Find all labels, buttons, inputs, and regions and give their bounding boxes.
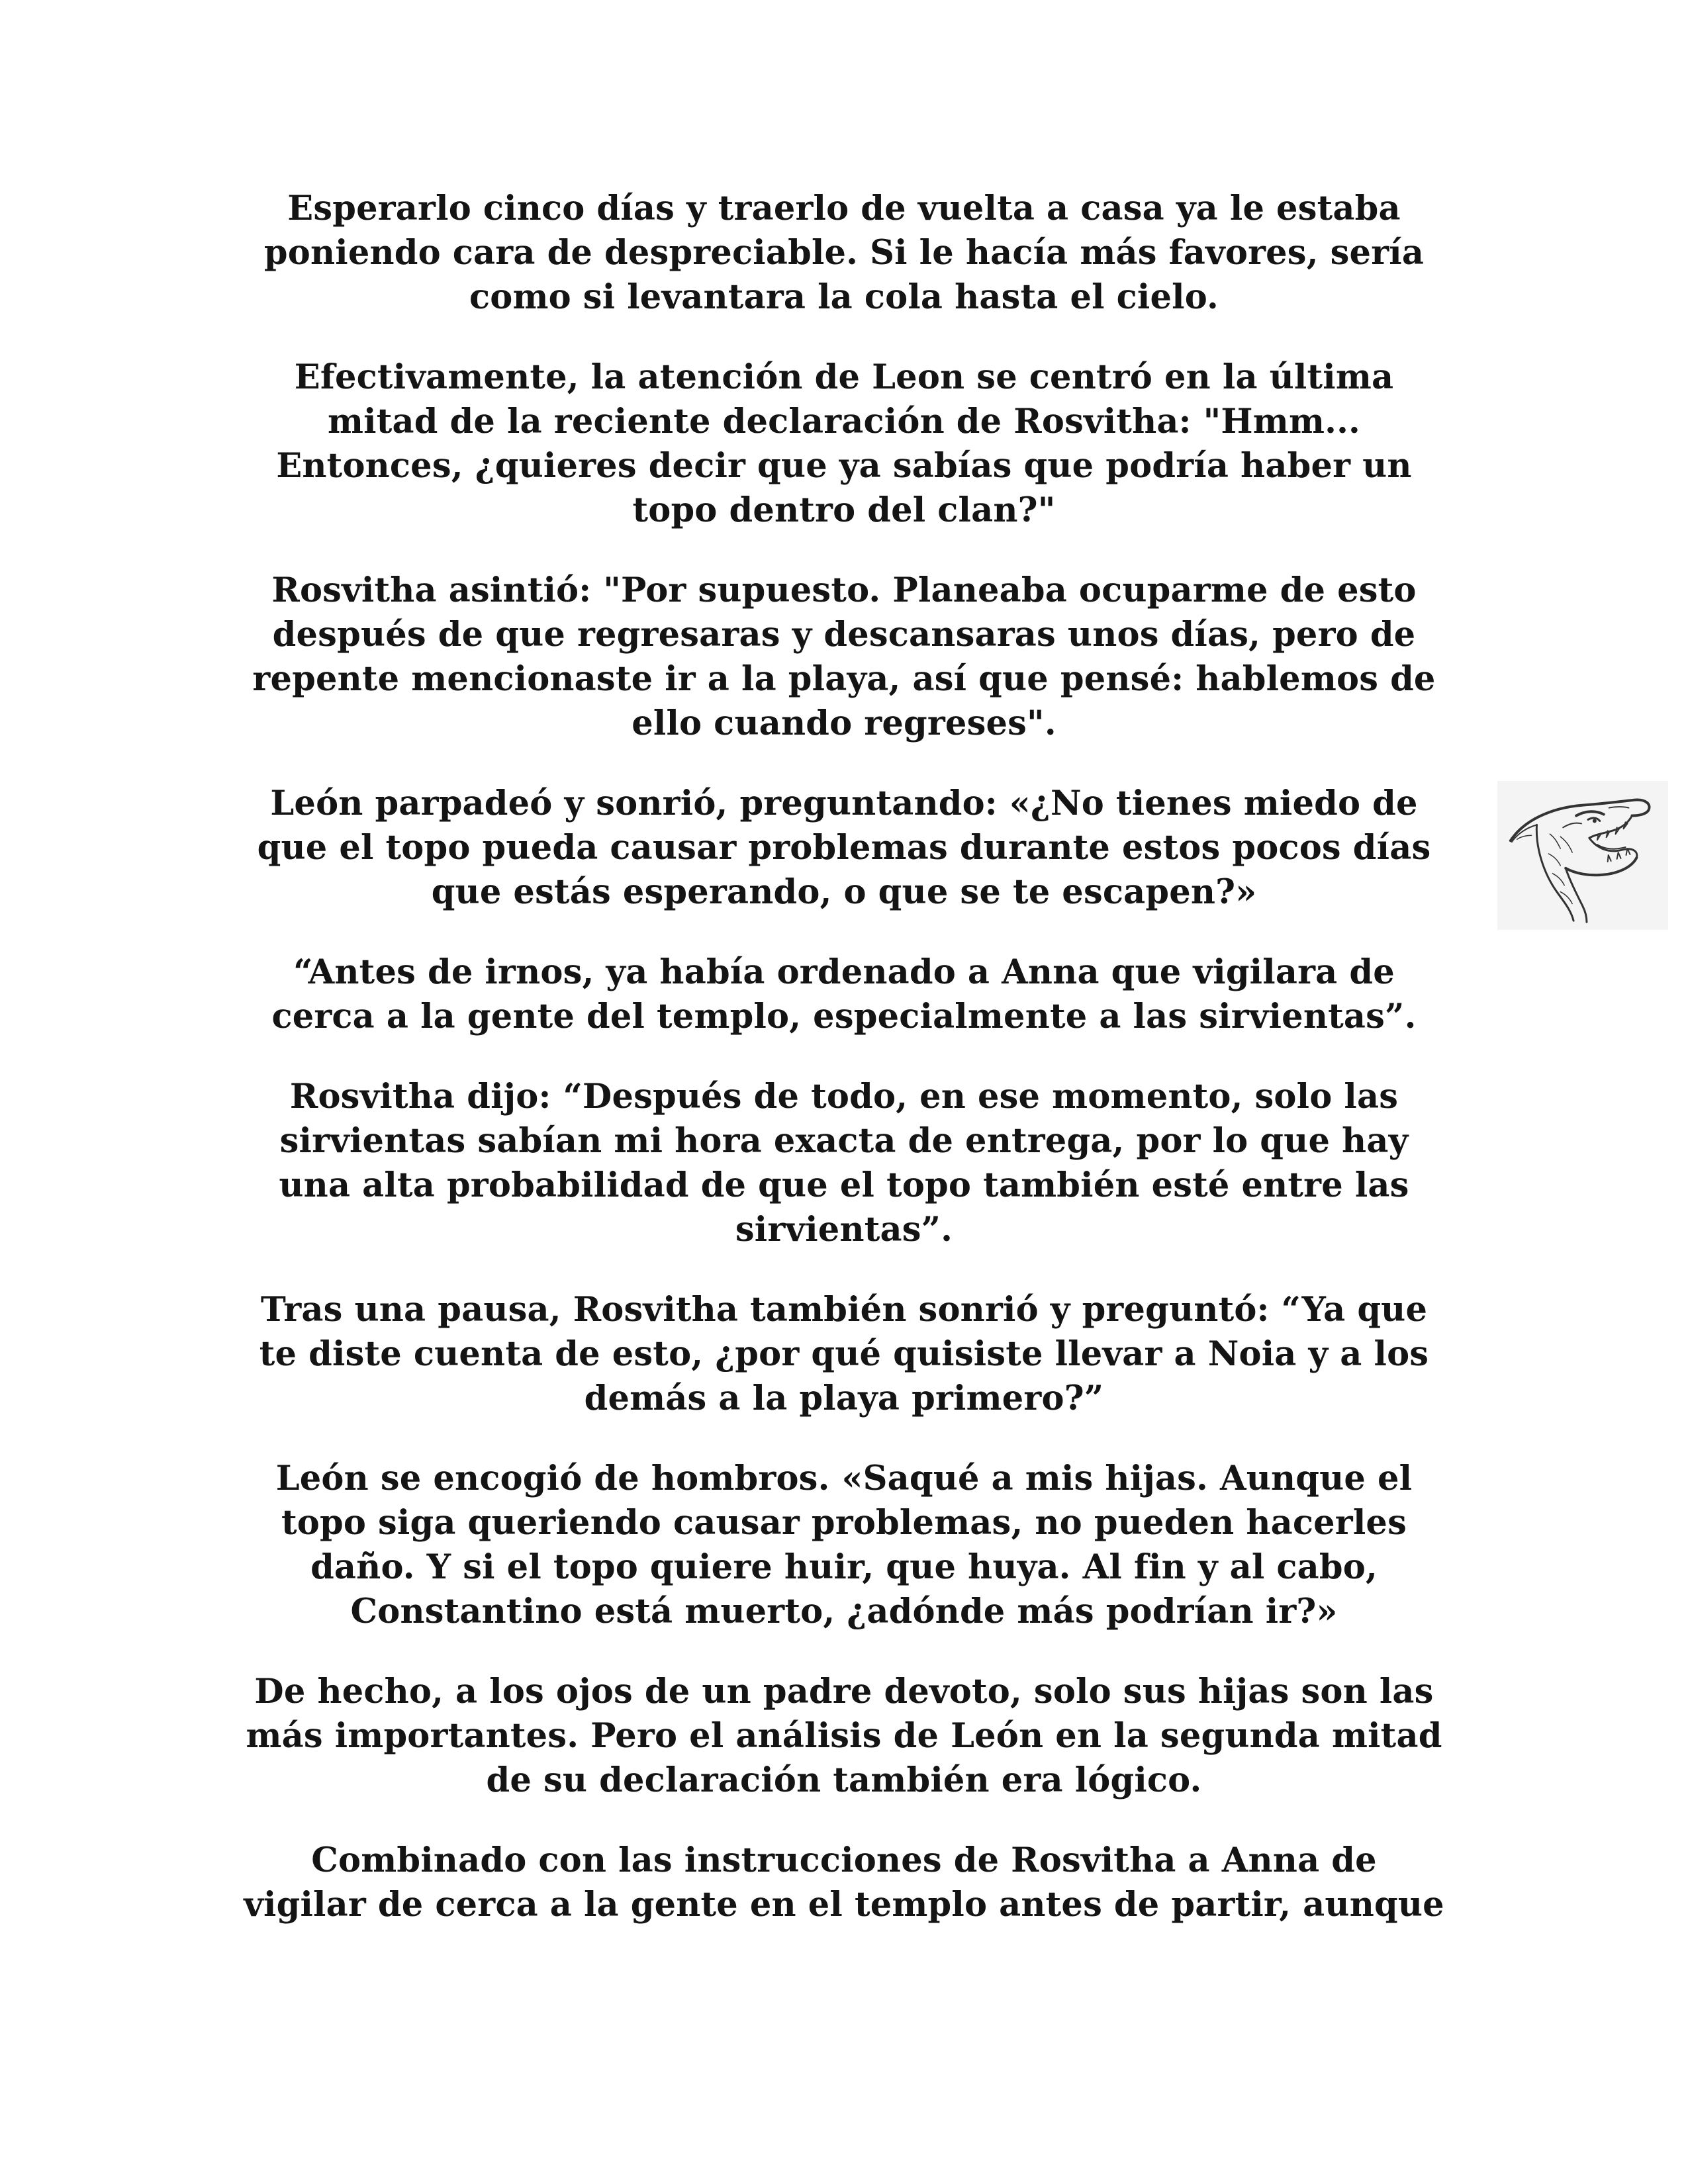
text-line: repente mencionaste ir a la playa, así que pensé: hablemos de bbox=[252, 659, 1436, 699]
text-line: que el topo pueda causar problemas durante estos pocos días bbox=[257, 828, 1431, 868]
text-line: te diste cuenta de esto, ¿por qué quisiste llevar a Noia y a los bbox=[259, 1334, 1429, 1374]
text-line: Combinado con las instrucciones de Rosvitha a Anna de bbox=[311, 1841, 1377, 1880]
dinosaur-head-sketch-icon bbox=[1497, 781, 1668, 930]
paragraph bbox=[238, 1457, 1450, 1634]
paragraph bbox=[238, 782, 1450, 915]
text-line: Entonces, ¿quieres decir que ya sabías que podría haber un bbox=[276, 446, 1412, 486]
text-line: Tras una pausa, Rosvitha también sonrió y preguntó: “Ya que bbox=[260, 1290, 1428, 1330]
text-line: vigilar de cerca a la gente en el templo antes de partir, aunque bbox=[244, 1885, 1444, 1925]
text-line: demás a la playa primero?” bbox=[584, 1379, 1104, 1418]
body-text bbox=[238, 187, 1450, 1963]
text-line: topo siga queriendo causar problemas, no pueden hacerles bbox=[281, 1503, 1407, 1543]
text-line: que estás esperando, o que se te escapen?» bbox=[431, 872, 1257, 912]
paragraph bbox=[238, 355, 1450, 533]
paragraph bbox=[238, 1075, 1450, 1252]
paragraph bbox=[238, 187, 1450, 320]
text-line: mitad de la reciente declaración de Rosvitha: "Hmm... bbox=[328, 402, 1360, 441]
text-line: después de que regresaras y descansaras unos días, pero de bbox=[272, 615, 1416, 655]
text-line: “Antes de irnos, ya había ordenado a Anna que vigilara de bbox=[293, 952, 1395, 992]
text-line: como si levantara la cola hasta el cielo. bbox=[469, 277, 1219, 317]
text-line: León se encogió de hombros. «Saqué a mis hijas. Aunque el bbox=[275, 1459, 1413, 1498]
text-line: ello cuando regreses". bbox=[632, 704, 1056, 743]
text-line: Efectivamente, la atención de Leon se centró en la última bbox=[294, 357, 1394, 397]
text-line: Rosvitha dijo: “Después de todo, en ese momento, solo las bbox=[289, 1077, 1399, 1116]
text-line: sirvientas”. bbox=[735, 1210, 953, 1250]
paragraph bbox=[238, 950, 1450, 1039]
text-line: topo dentro del clan?" bbox=[632, 490, 1056, 530]
text-line: De hecho, a los ojos de un padre devoto, solo sus hijas son las bbox=[254, 1672, 1434, 1711]
text-line: poniendo cara de despreciable. Si le hacía más favores, sería bbox=[263, 233, 1425, 273]
text-line: cerca a la gente del templo, especialmente a las sirvientas”. bbox=[271, 997, 1417, 1036]
text-line: una alta probabilidad de que el topo también esté entre las bbox=[279, 1165, 1409, 1205]
text-line: de su declaración también era lógico. bbox=[486, 1760, 1202, 1800]
text-line: daño. Y si el topo quiere huir, que huya. Al fin y al cabo, bbox=[310, 1547, 1378, 1587]
text-line: sirvientas sabían mi hora exacta de entrega, por lo que hay bbox=[279, 1121, 1409, 1161]
paragraph bbox=[238, 1670, 1450, 1803]
text-line: Esperarlo cinco días y traerlo de vuelta a casa ya le estaba bbox=[287, 189, 1401, 228]
text-line: León parpadeó y sonrió, preguntando: «¿No tienes miedo de bbox=[270, 784, 1418, 823]
text-line: Constantino está muerto, ¿adónde más podrían ir?» bbox=[350, 1592, 1338, 1631]
paragraph bbox=[238, 1288, 1450, 1421]
paragraph bbox=[238, 1839, 1450, 1927]
text-line: más importantes. Pero el análisis de León en la segunda mitad bbox=[246, 1716, 1442, 1756]
paragraph bbox=[238, 569, 1450, 746]
text-line: Rosvitha asintió: "Por supuesto. Planeaba ocuparme de esto bbox=[271, 570, 1417, 610]
